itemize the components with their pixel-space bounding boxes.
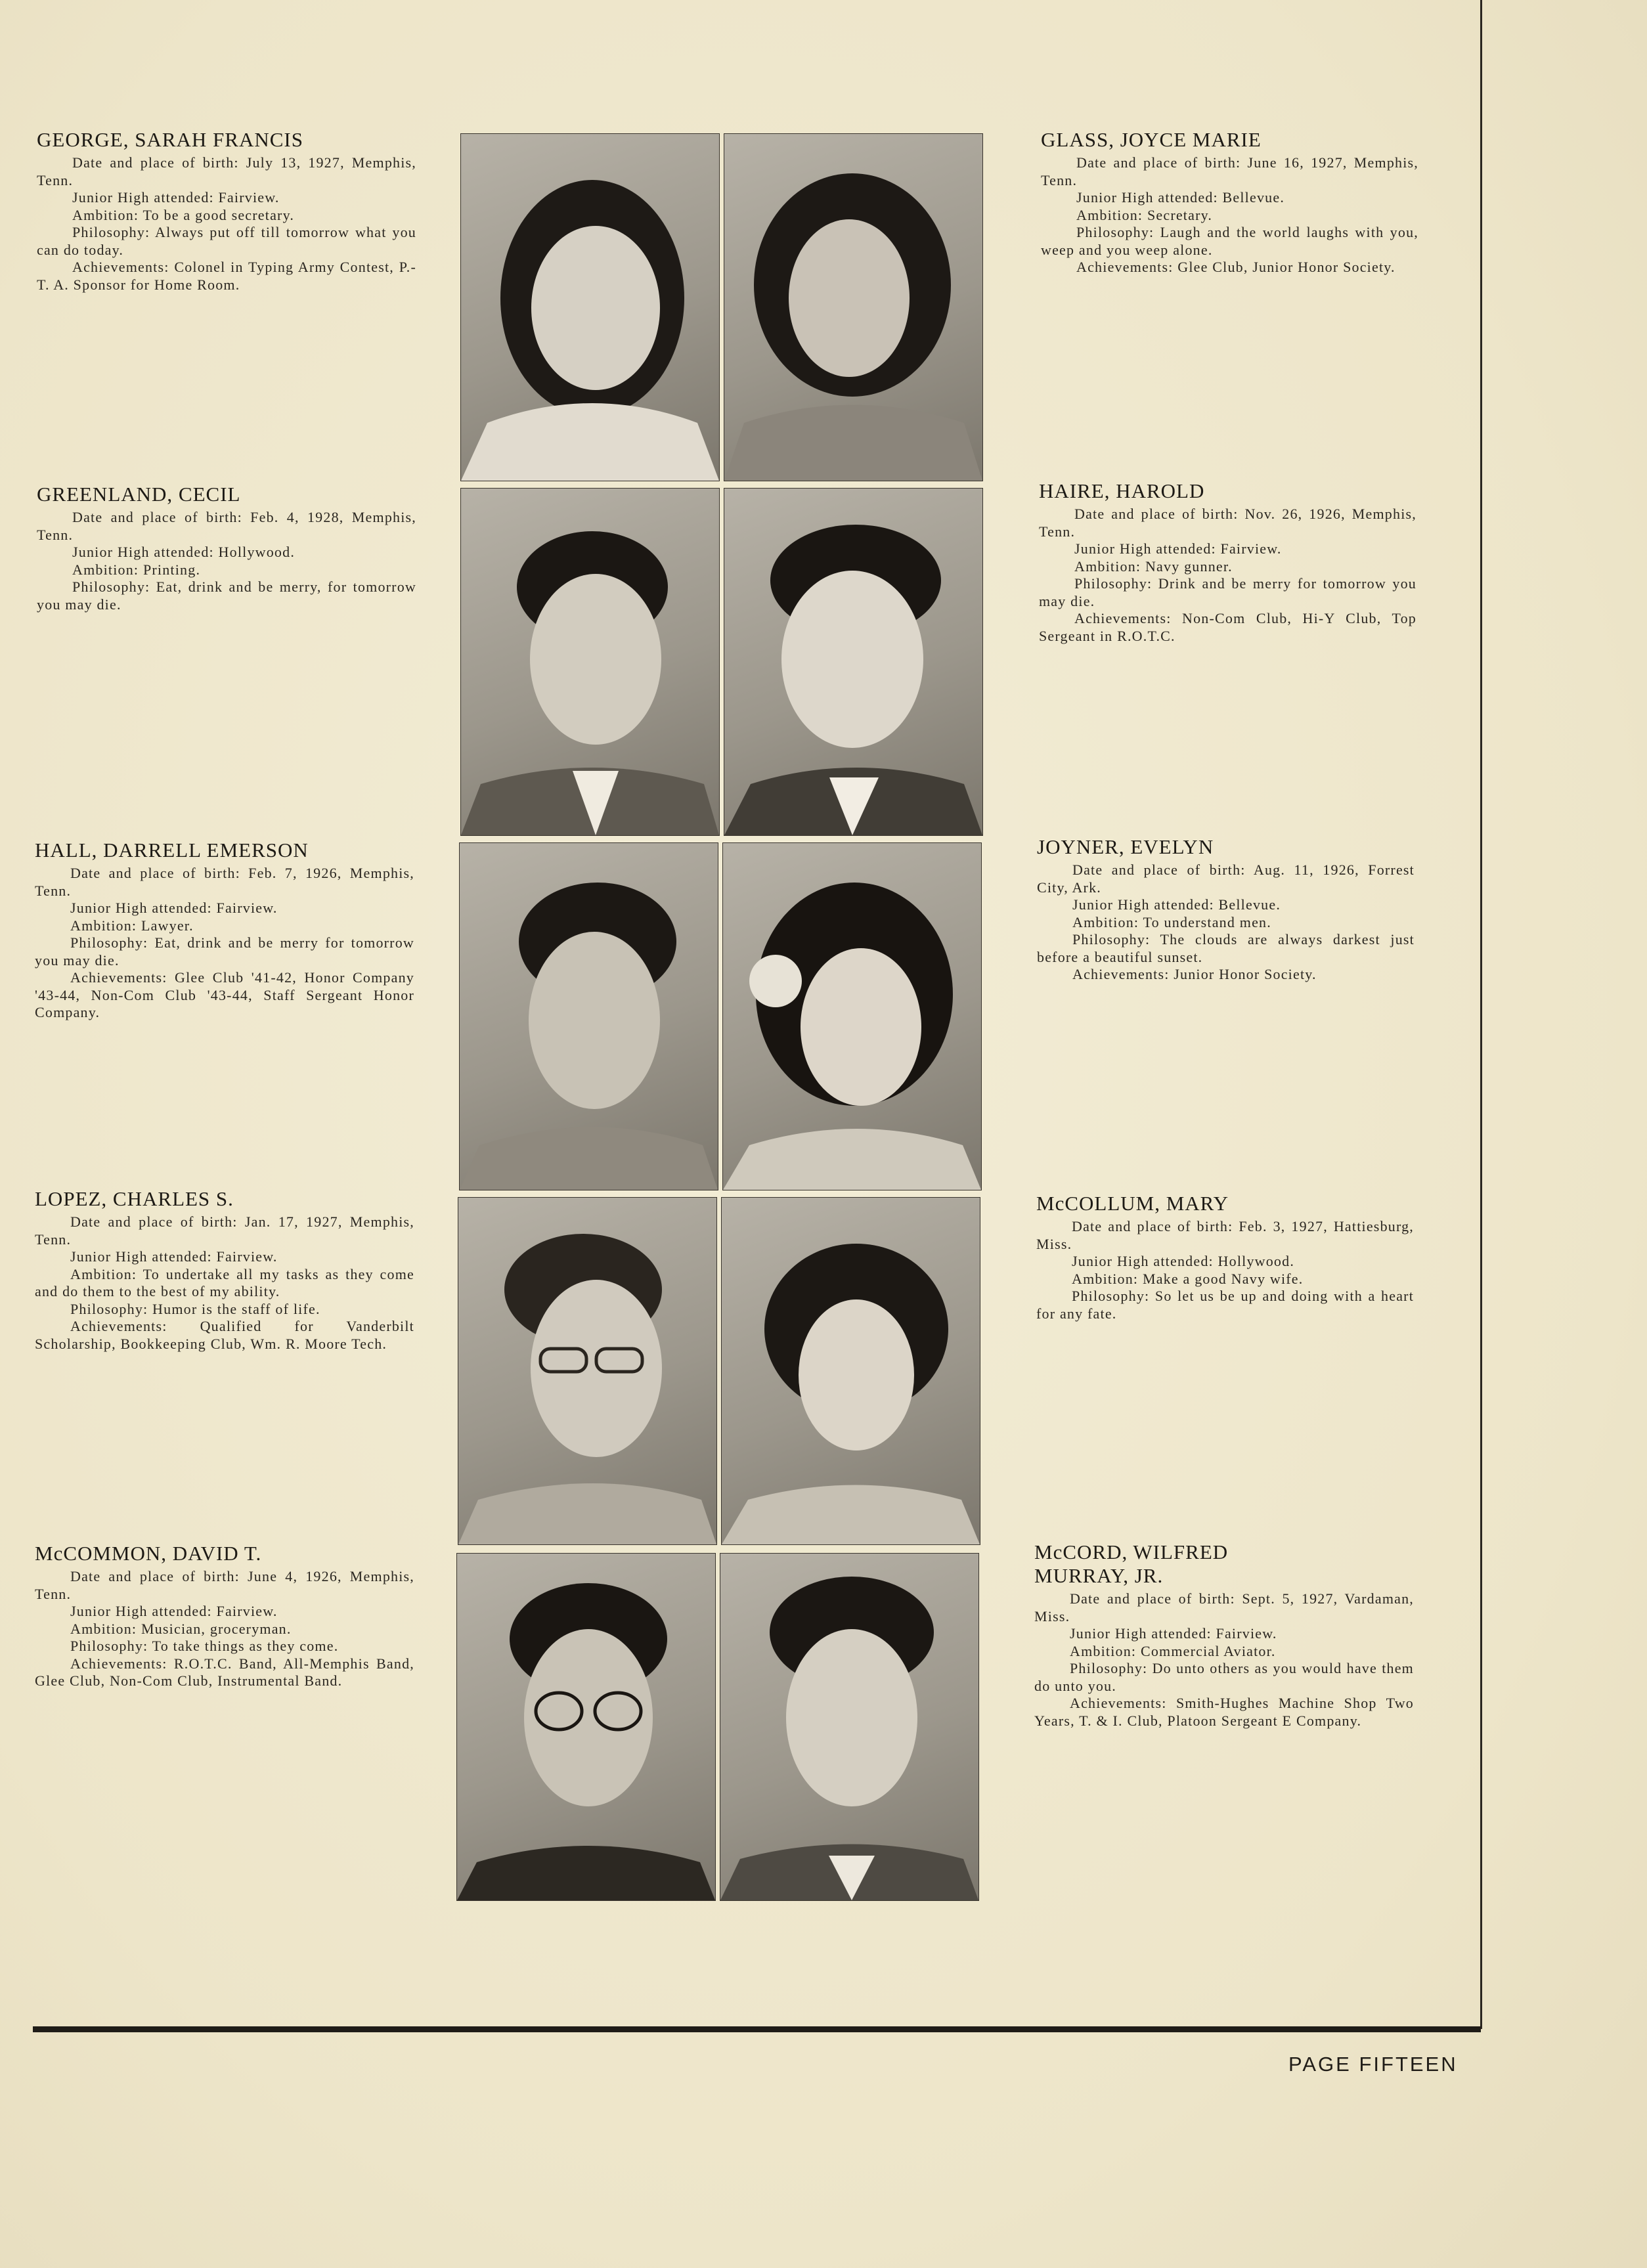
student-entry [37,483,416,613]
birth-field: Date and place of birth: Feb. 3, 1927, Hattiesburg, Miss. [1036,1218,1414,1252]
portrait-photo [456,1553,716,1901]
birth-field: Date and place of birth: June 4, 1926, Memphis, Tenn. [35,1568,414,1602]
achievements-field: Achievements: Qualified for Vanderbilt Scholarship, Bookkeeping Club, Wm. R. Moore Tech. [35,1318,414,1352]
philosophy-field: Philosophy: To take things as they come. [70,1638,339,1654]
ambition-field: Ambition: To be a good secretary. [72,206,295,223]
birth-field: Date and place of birth: Aug. 11, 1926, Forrest City, Ark. [1037,861,1415,896]
bottom-rule [33,2026,1481,2032]
student-entry [1037,835,1415,984]
ambition-field: Ambition: Make a good Navy wife. [1072,1270,1304,1287]
achievements-field: Achievements: Glee Club '41-42, Honor Company '43-44, Non-Com Club '43-44, Staff Sergeant Honor Company. [35,969,414,1020]
portrait-photo [459,842,718,1190]
student-name: GEORGE, SARAH FRANCIS [37,128,303,151]
student-entry [1039,479,1416,645]
birth-field: Date and place of birth: Feb. 4, 1928, Memphis, Tenn. [37,509,416,543]
philosophy-field: Philosophy: Laugh and the world laughs with you, weep and you weep alone. [1041,224,1418,258]
student-name: HALL, DARRELL EMERSON [35,839,309,861]
achievements-field: Achievements: R.O.T.C. Band, All-Memphis Band, Glee Club, Non-Com Club, Instrumental Band. [35,1655,414,1689]
student-name: GLASS, JOYCE MARIE [1041,128,1262,151]
birth-field: Date and place of birth: Feb. 7, 1926, Memphis, Tenn. [35,865,414,899]
achievements-field: Achievements: Non-Com Club, Hi-Y Club, Top Sergeant in R.O.T.C. [1039,610,1416,644]
junior-high-field: Junior High attended: Fairview. [1070,1625,1277,1642]
ambition-field: Ambition: To undertake all my tasks as they come and do them to the best of my ability. [35,1265,414,1299]
portrait-photo [458,1197,717,1545]
philosophy-field: Philosophy: Eat, drink and be merry, for tomorrow you may die. [37,578,416,613]
right-margin-rule [1480,0,1482,2029]
achievements-field: Achievements: Glee Club, Junior Honor Society. [1076,259,1395,275]
student-name: GREENLAND, CECIL [37,483,241,506]
student-entry [35,1542,414,1690]
ambition-field: Ambition: Printing. [72,561,201,578]
student-name: McCOLLUM, MARY [1036,1192,1229,1215]
student-entry [35,1187,414,1353]
philosophy-field: Philosophy: Humor is the staff of life. [70,1300,320,1317]
achievements-field: Achievements: Junior Honor Society. [1072,966,1317,982]
junior-high-field: Junior High attended: Hollywood. [72,544,296,560]
junior-high-field: Junior High attended: Bellevue. [1076,189,1285,206]
student-entry [1034,1540,1414,1730]
junior-high-field: Junior High attended: Fairview. [70,1248,278,1265]
ambition-field: Ambition: Navy gunner. [1074,557,1233,575]
junior-high-field: Junior High attended: Fairview. [1074,540,1282,557]
student-entry [37,128,416,294]
birth-field: Date and place of birth: June 16, 1927, Memphis, Tenn. [1041,154,1418,188]
junior-high-field: Junior High attended: Hollywood. [1072,1253,1295,1269]
portrait-photo [720,1553,979,1901]
student-entry [1041,128,1418,276]
portrait-photo [721,1197,980,1545]
student-name: McCOMMON, DAVID T. [35,1542,262,1565]
achievements-field: Achievements: Smith-Hughes Machine Shop Two Years, T. & I. Club, Platoon Sergeant E Company. [1034,1695,1414,1729]
portrait-photo [460,133,720,481]
student-entry [1036,1192,1414,1322]
student-name: LOPEZ, CHARLES S. [35,1187,234,1210]
philosophy-field: Philosophy: Eat, drink and be merry for tomorrow you may die. [35,934,414,969]
portrait-photo [722,842,982,1190]
philosophy-field: Philosophy: Always put off till tomorrow what you can do today. [37,224,416,258]
student-entry [35,839,414,1022]
portrait-photo [724,488,983,836]
student-name: JOYNER, EVELYN [1037,835,1214,858]
birth-field: Date and place of birth: Jan. 17, 1927, Memphis, Tenn. [35,1213,414,1248]
philosophy-field: Philosophy: So let us be up and doing with a heart for any fate. [1036,1288,1414,1322]
ambition-field: Ambition: Musician, groceryman. [70,1620,292,1637]
page-number: PAGE FIFTEEN [1288,2053,1458,2076]
birth-field: Date and place of birth: Nov. 26, 1926, Memphis, Tenn. [1039,506,1416,540]
portrait-photo [724,133,983,481]
student-name: HAIRE, HAROLD [1039,479,1205,502]
birth-field: Date and place of birth: Sept. 5, 1927, Vardaman, Miss. [1034,1590,1414,1625]
junior-high-field: Junior High attended: Fairview. [72,189,280,206]
achievements-field: Achievements: Colonel in Typing Army Contest, P.-T. A. Sponsor for Home Room. [37,259,416,293]
philosophy-field: Philosophy: Drink and be merry for tomorrow you may die. [1039,575,1416,609]
birth-field: Date and place of birth: July 13, 1927, Memphis, Tenn. [37,154,416,188]
ambition-field: Ambition: To understand men. [1072,913,1271,930]
ambition-field: Ambition: Commercial Aviator. [1070,1642,1276,1659]
junior-high-field: Junior High attended: Fairview. [70,1603,278,1619]
ambition-field: Ambition: Lawyer. [70,917,194,934]
junior-high-field: Junior High attended: Fairview. [70,900,278,916]
philosophy-field: Philosophy: The clouds are always darkest just before a beautiful sunset. [1037,931,1415,965]
student-name: McCORD, WILFRED MURRAY, JR. [1034,1540,1229,1587]
junior-high-field: Junior High attended: Bellevue. [1072,896,1281,913]
portrait-photo [460,488,720,836]
ambition-field: Ambition: Secretary. [1076,206,1213,223]
philosophy-field: Philosophy: Do unto others as you would have them do unto you. [1034,1660,1414,1694]
